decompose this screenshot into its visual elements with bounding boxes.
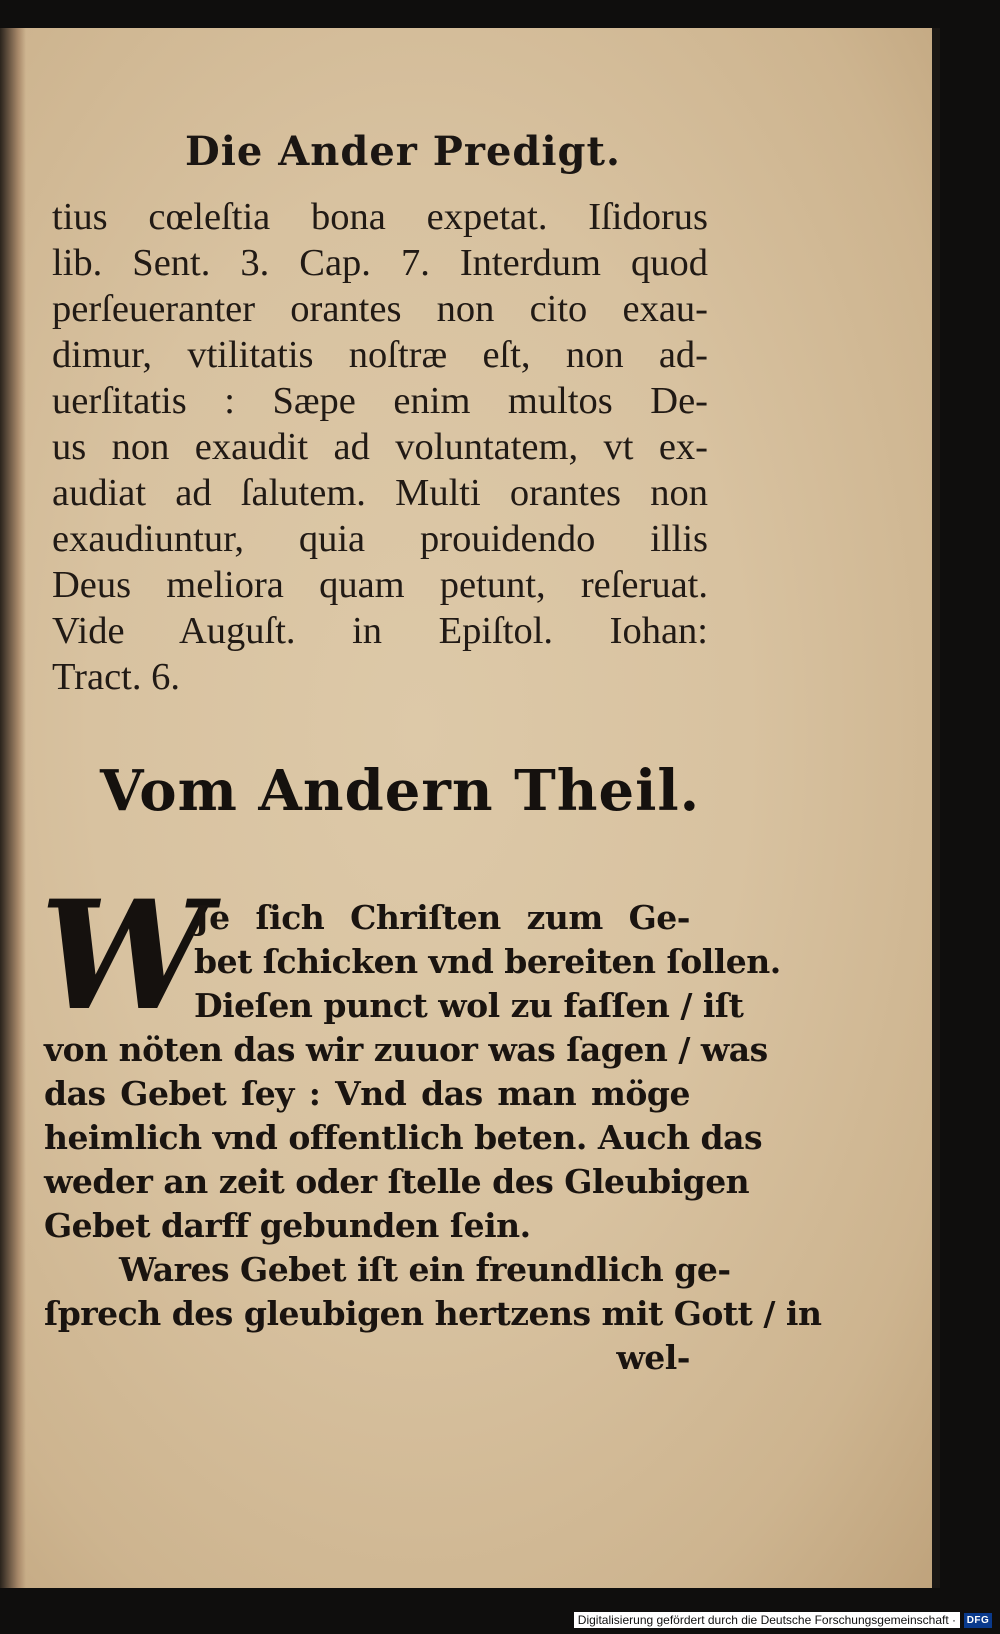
digitization-credit: Digitalisierung gefördert durch die Deutsche Forschungsgemeinschaft · — [574, 1612, 960, 1628]
latin-line: lib. Sent. 3. Cap. 7. Interdum quod — [52, 242, 708, 284]
latin-line: perſeueranter orantes non cito exau- — [52, 288, 708, 330]
drop-cap-initial: W — [40, 868, 209, 1044]
latin-line: exaudiuntur, quia prouidendo illis — [52, 518, 708, 560]
footer-bar — [0, 1606, 1000, 1634]
german-line: weder an zeit oder ſtelle des Gleubigen — [44, 1162, 750, 1201]
latin-text-block — [52, 194, 708, 700]
german-line: bet ſchicken vnd bereiten ſollen. — [194, 942, 781, 981]
latin-line: uerſitatis : Sæpe enim multos De- — [52, 380, 708, 422]
latin-line: audiat ad ſalutem. Multi orantes non — [52, 472, 708, 514]
latin-line: Tract. 6. — [52, 656, 180, 698]
german-line: das Gebet ſey : Vnd das man möge — [44, 1074, 690, 1113]
latin-line: Deus meliora quam petunt, reſeruat. — [52, 564, 708, 606]
german-line: von nöten das wir zuuor was ſagen / was — [44, 1030, 768, 1069]
latin-line: Vide Auguſt. in Epiſtol. Iohan: — [52, 610, 708, 652]
latin-line: us non exaudit ad voluntatem, vt ex- — [52, 426, 708, 468]
german-line: Gebet darff gebunden ſein. — [44, 1206, 531, 1245]
german-line: Je ſich Chriſten zum Ge- — [194, 898, 690, 937]
section-heading: Vom Andern Theil. — [100, 758, 701, 824]
book-page — [0, 28, 940, 1588]
latin-line: dimur, vtilitatis noſtræ eſt, non ad- — [52, 334, 708, 376]
german-line: heimlich vnd offentlich beten. Auch das — [44, 1118, 763, 1157]
german-line: Dieſen punct wol zu faſſen / iſt — [194, 986, 744, 1025]
german-text-block — [44, 896, 822, 1380]
german-line: ſprech des gleubigen hertzens mit Gott / in — [44, 1294, 822, 1333]
latin-line: tius cœleſtia bona expetat. Iſidorus — [52, 196, 708, 238]
german-line: Wares Gebet iſt ein freundlich ge- — [119, 1250, 731, 1289]
running-head: Die Ander Predigt. — [185, 128, 621, 175]
dfg-logo-icon: DFG — [964, 1613, 992, 1628]
catchword: wel- — [616, 1338, 690, 1377]
